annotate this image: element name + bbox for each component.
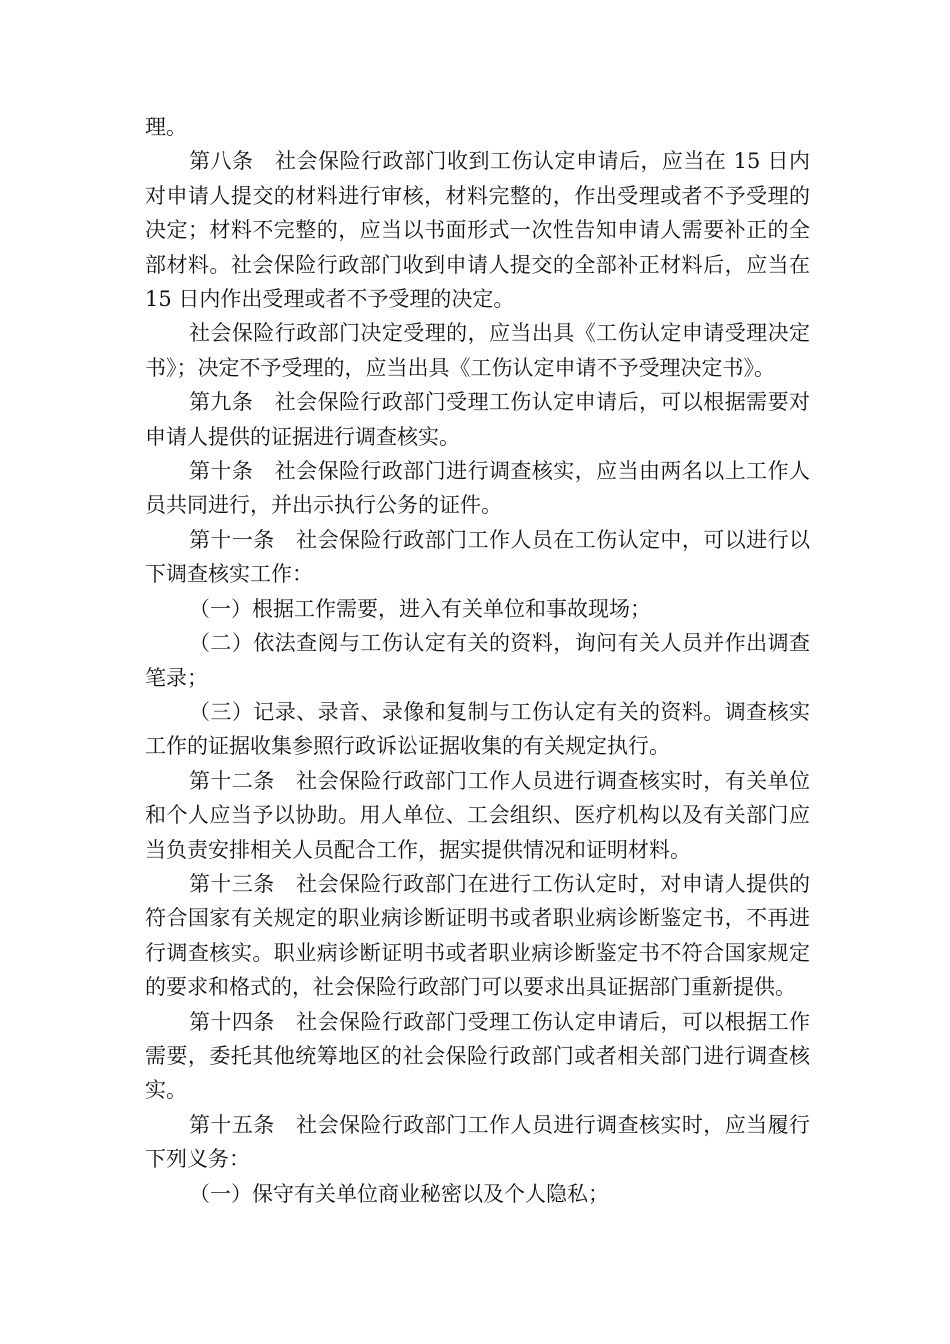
article-10-paragraph: 第十条 社会保险行政部门进行调查核实，应当由两名以上工作人员共同进行，并出示执行公务的证件。 <box>145 459 810 518</box>
article-15-item-1: （一）保守有关单位商业秘密以及个人隐私； <box>189 1181 609 1206</box>
article-9-paragraph: 第九条 社会保险行政部门受理工伤认定申请后，可以根据需要对申请人提供的证据进行调查核实。 <box>145 390 810 449</box>
article-11-item-1: （一）根据工作需要，进入有关单位和事故现场； <box>189 596 651 621</box>
article-11-item-2: （二）依法查阅与工伤认定有关的资料，询问有关人员并作出调查笔录； <box>145 631 810 690</box>
article-11-item-3: （三）记录、录音、录像和复制与工伤认定有关的资料。调查核实工作的证据收集参照行政诉讼证据收集的有关规定执行。 <box>145 699 810 759</box>
article-8-paragraph: 第八条 社会保险行政部门收到工伤认定申请后，应当在 15 日内对申请人提交的材料进行审核，材料完整的，作出受理或者不予受理的决定；材料不完整的，应当以书面形式一次性告知申请人需要补正的全部材料。社会保险行政部门收到申请人提交的全部补正材料后，应当在15 日内作出受理或者不予受理的决定。 <box>145 149 810 312</box>
article-12-paragraph: 第十二条 社会保险行政部门工作人员进行调查核实时，有关单位和个人应当予以协助。用人单位、工会组织、医疗机构以及有关部门应当负责安排相关人员配合工作，据实提供情况和证明材料。 <box>145 768 810 862</box>
article-8-second-paragraph: 社会保险行政部门决定受理的，应当出具《工伤认定申请受理决定书》；决定不予受理的，应当出具《工伤认定申请不予受理决定书》。 <box>145 321 810 380</box>
article-14-paragraph: 第十四条 社会保险行政部门受理工伤认定申请后，可以根据工作需要，委托其他统筹地区的社会保险行政部门或者相关部门进行调查核实。 <box>145 1009 810 1103</box>
article-15-paragraph: 第十五条 社会保险行政部门工作人员进行调查核实时，应当履行下列义务： <box>145 1112 810 1172</box>
paragraph-continuation: 理。 <box>145 115 187 139</box>
article-11-paragraph: 第十一条 社会保险行政部门工作人员在工伤认定中，可以进行以下调查核实工作： <box>145 527 810 587</box>
article-13-paragraph: 第十三条 社会保险行政部门在进行工伤认定时，对申请人提供的符合国家有关规定的职业病诊断证明书或者职业病诊断鉴定书，不再进行调查核实。职业病诊断证明书或者职业病诊断鉴定书不符合国家规定的要求和格式的，社会保险行政部门可以要求出具证据部门重新提供。 <box>145 871 810 1000</box>
document-body <box>145 110 810 1211</box>
